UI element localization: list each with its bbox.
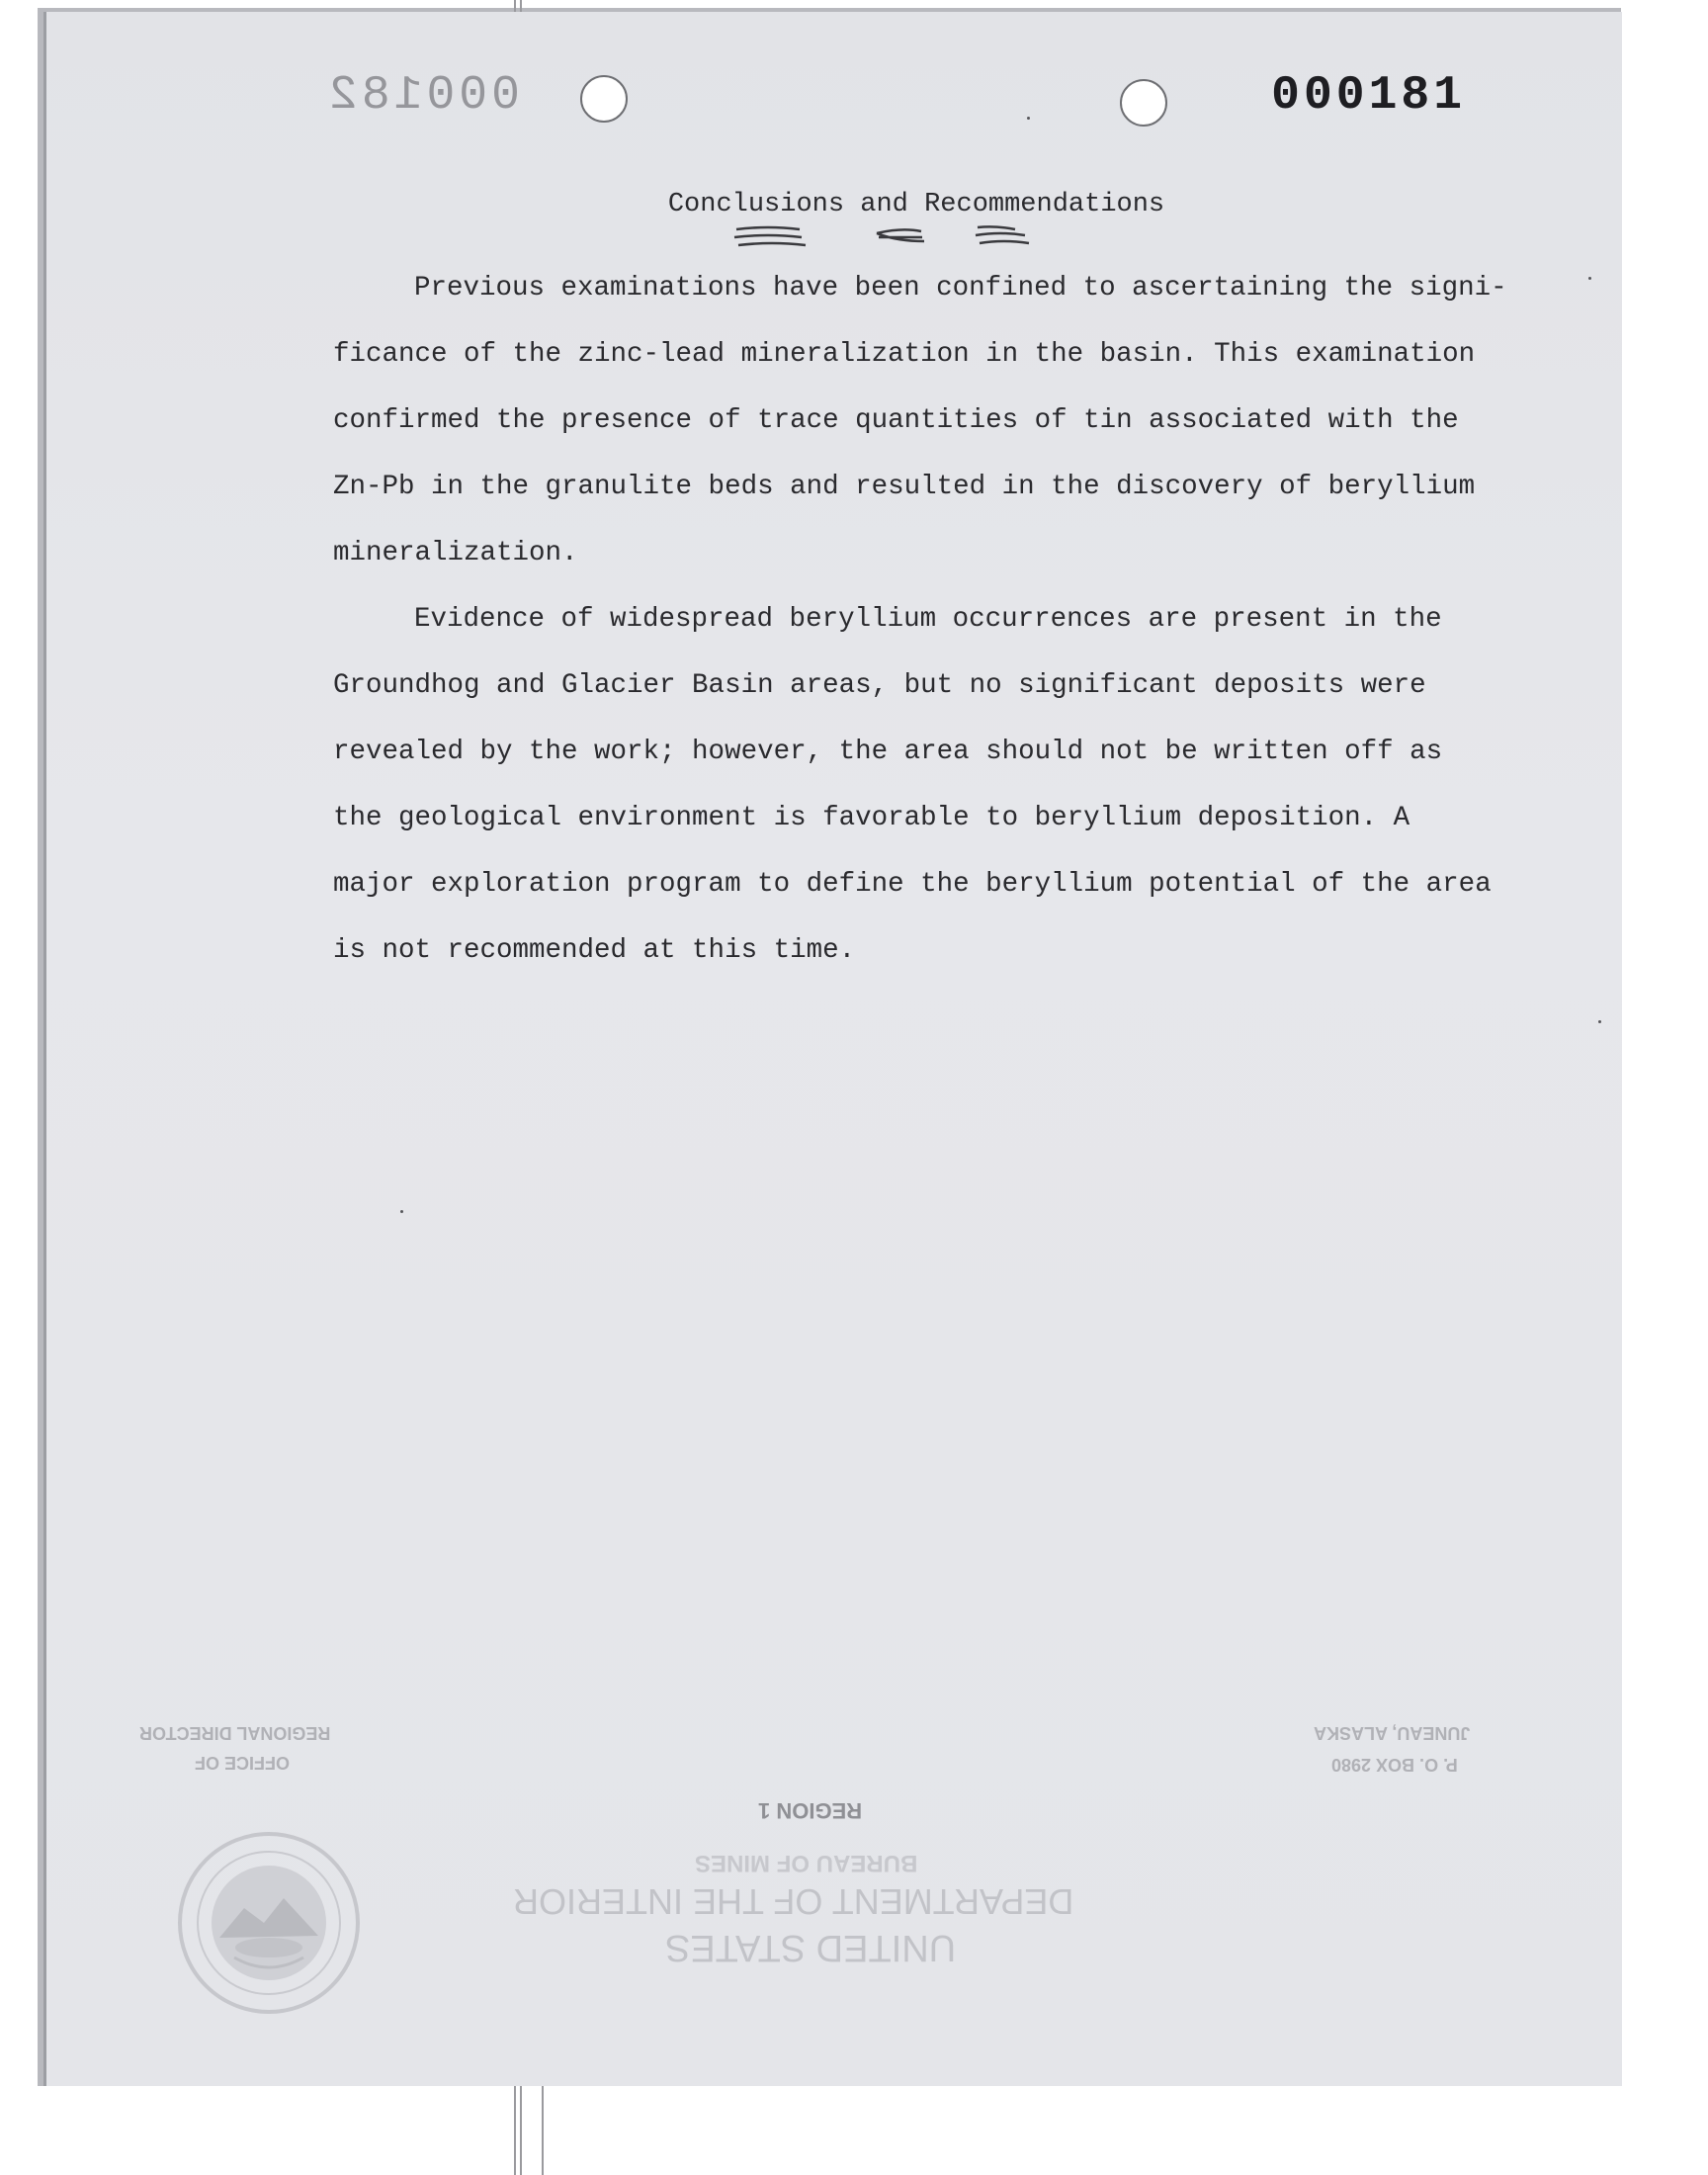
section-heading: Conclusions and Recommendations bbox=[667, 190, 1165, 219]
text-line: Groundhog and Glacier Basin areas, but no significant deposits were bbox=[333, 670, 1426, 701]
speck bbox=[1027, 117, 1030, 120]
text-line: the geological environment is favorable to beryllium deposition. A bbox=[333, 803, 1410, 833]
speck bbox=[1588, 277, 1591, 280]
bleed-office: OFFICE OF bbox=[195, 1753, 290, 1773]
text-line: Zn-Pb in the granulite beds and resulted in the discovery of beryllium bbox=[333, 472, 1476, 502]
bleed-city: JUNEAU, ALASKA bbox=[1314, 1723, 1471, 1743]
binder-mark bbox=[514, 2084, 516, 2175]
body-text bbox=[333, 255, 1529, 984]
punch-hole-left bbox=[580, 75, 628, 123]
binder-mark bbox=[520, 0, 522, 12]
text-line: is not recommended at this time. bbox=[333, 935, 856, 966]
page-number: 000181 bbox=[1271, 69, 1466, 123]
binder-mark bbox=[520, 2084, 522, 2175]
bleed-through-page-number: 000182 bbox=[325, 69, 520, 123]
text-line: confirmed the presence of trace quantities of tin associated with the bbox=[333, 405, 1459, 436]
speck bbox=[1598, 1020, 1601, 1023]
punch-hole-right bbox=[1120, 79, 1167, 127]
text-line: mineralization. bbox=[333, 538, 578, 568]
department-seal-icon bbox=[175, 1829, 363, 2017]
binder-mark bbox=[542, 2084, 544, 2175]
paragraph-1 bbox=[333, 255, 1529, 586]
bleed-bureau: BUREAU OF MINES bbox=[695, 1850, 918, 1876]
text-line: major exploration program to define the beryllium potential of the area bbox=[333, 869, 1492, 900]
bleed-region: REGION 1 bbox=[758, 1798, 863, 1823]
text-line: Evidence of widespread beryllium occurrences are present in the bbox=[414, 604, 1442, 635]
paragraph-2 bbox=[333, 586, 1529, 984]
bleed-po-box: P. O. BOX 2980 bbox=[1331, 1755, 1458, 1775]
speck bbox=[400, 1210, 403, 1213]
document-page bbox=[43, 12, 1622, 2086]
heading-underline-marks bbox=[728, 223, 1084, 253]
bleed-regional-director: REGIONAL DIRECTOR bbox=[139, 1723, 331, 1743]
binder-mark bbox=[514, 0, 516, 12]
bleed-department: DEPARTMENT OF THE INTERIOR bbox=[513, 1881, 1074, 1922]
text-line: Previous examinations have been confined to ascertaining the signi- bbox=[414, 273, 1507, 304]
text-line: revealed by the work; however, the area should not be written off as bbox=[333, 737, 1443, 767]
bleed-country: UNITED STATES bbox=[665, 1927, 957, 1968]
text-line: ficance of the zinc-lead mineralization in the basin. This examination bbox=[333, 339, 1476, 370]
